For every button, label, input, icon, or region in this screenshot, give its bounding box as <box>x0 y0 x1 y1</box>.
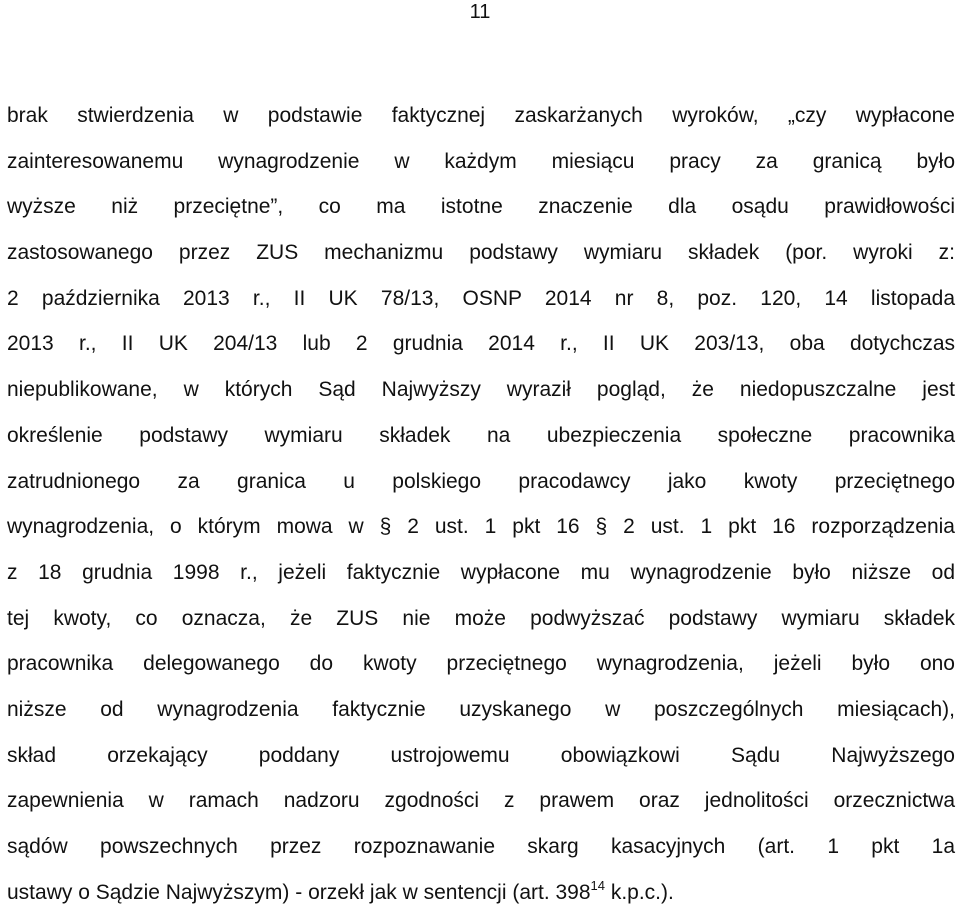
text-line: zapewnienia w ramach nadzoru zgodności z prawem oraz jednolitości orzecznictwa <box>7 789 955 813</box>
text-line: niższe od wynagrodzenia faktycznie uzyskanego w poszczególnych miesiącach), <box>7 697 955 721</box>
text-line: pracownika delegowanego do kwoty przeciętnego wynagrodzenia, jeżeli było ono <box>7 652 955 676</box>
text-line: zatrudnionego za granica u polskiego pracodawcy jako kwoty przeciętnego <box>7 469 955 493</box>
text-line: sądów powszechnych przez rozpoznawanie skarg kasacyjnych (art. 1 pkt 1a <box>7 835 955 858</box>
page-number: 11 <box>469 1 491 23</box>
text-line: zainteresowanemu wynagrodzenie w każdym miesiącu pracy za granicą było <box>7 149 955 173</box>
text-line: 2013 r., II UK 204/13 lub 2 grudnia 2014 r., II UK 203/13, oba dotychczas <box>7 332 955 356</box>
text-line: z 18 grudnia 1998 r., jeżeli faktycznie wypłacone mu wynagrodzenie było niższe od <box>7 560 955 584</box>
text-line: tej kwoty, co oznacza, że ZUS nie może podwyższać podstawy wymiaru składek <box>7 606 955 630</box>
article-superscript: 14 <box>590 877 605 893</box>
text-line: zastosowanego przez ZUS mechanizmu podstawy wymiaru składek (por. wyroki z: <box>7 241 955 265</box>
text-line-final <box>7 872 955 917</box>
text-line: 2 października 2013 r., II UK 78/13, OSNP 2014 nr 8, poz. 120, 14 listopada <box>7 286 955 310</box>
text-line: wyższe niż przeciętne”, co ma istotne znaczenie dla osądu prawidłowości <box>7 195 955 219</box>
final-line-text: ustawy o Sądzie Najwyższym) - orzekł jak w sentencji (art. 398 <box>7 880 591 904</box>
judgment-text <box>7 95 955 917</box>
text-line: niepublikowane, w których Sąd Najwyższy wyraził pogląd, że niedopuszczalne jest <box>7 378 955 402</box>
final-line-ending: k.p.c.). <box>605 880 674 904</box>
text-line: skład orzekający poddany ustrojowemu obowiązkowi Sądu Najwyższego <box>7 743 955 767</box>
text-line: określenie podstawy wymiaru składek na ubezpieczenia społeczne pracownika <box>7 423 955 447</box>
text-line: wynagrodzenia, o którym mowa w § 2 ust. 1 pkt 16 § 2 ust. 1 pkt 16 rozporządzenia <box>7 515 955 539</box>
text-line: brak stwierdzenia w podstawie faktycznej zaskarżanych wyroków, „czy wypłacone <box>7 104 955 127</box>
